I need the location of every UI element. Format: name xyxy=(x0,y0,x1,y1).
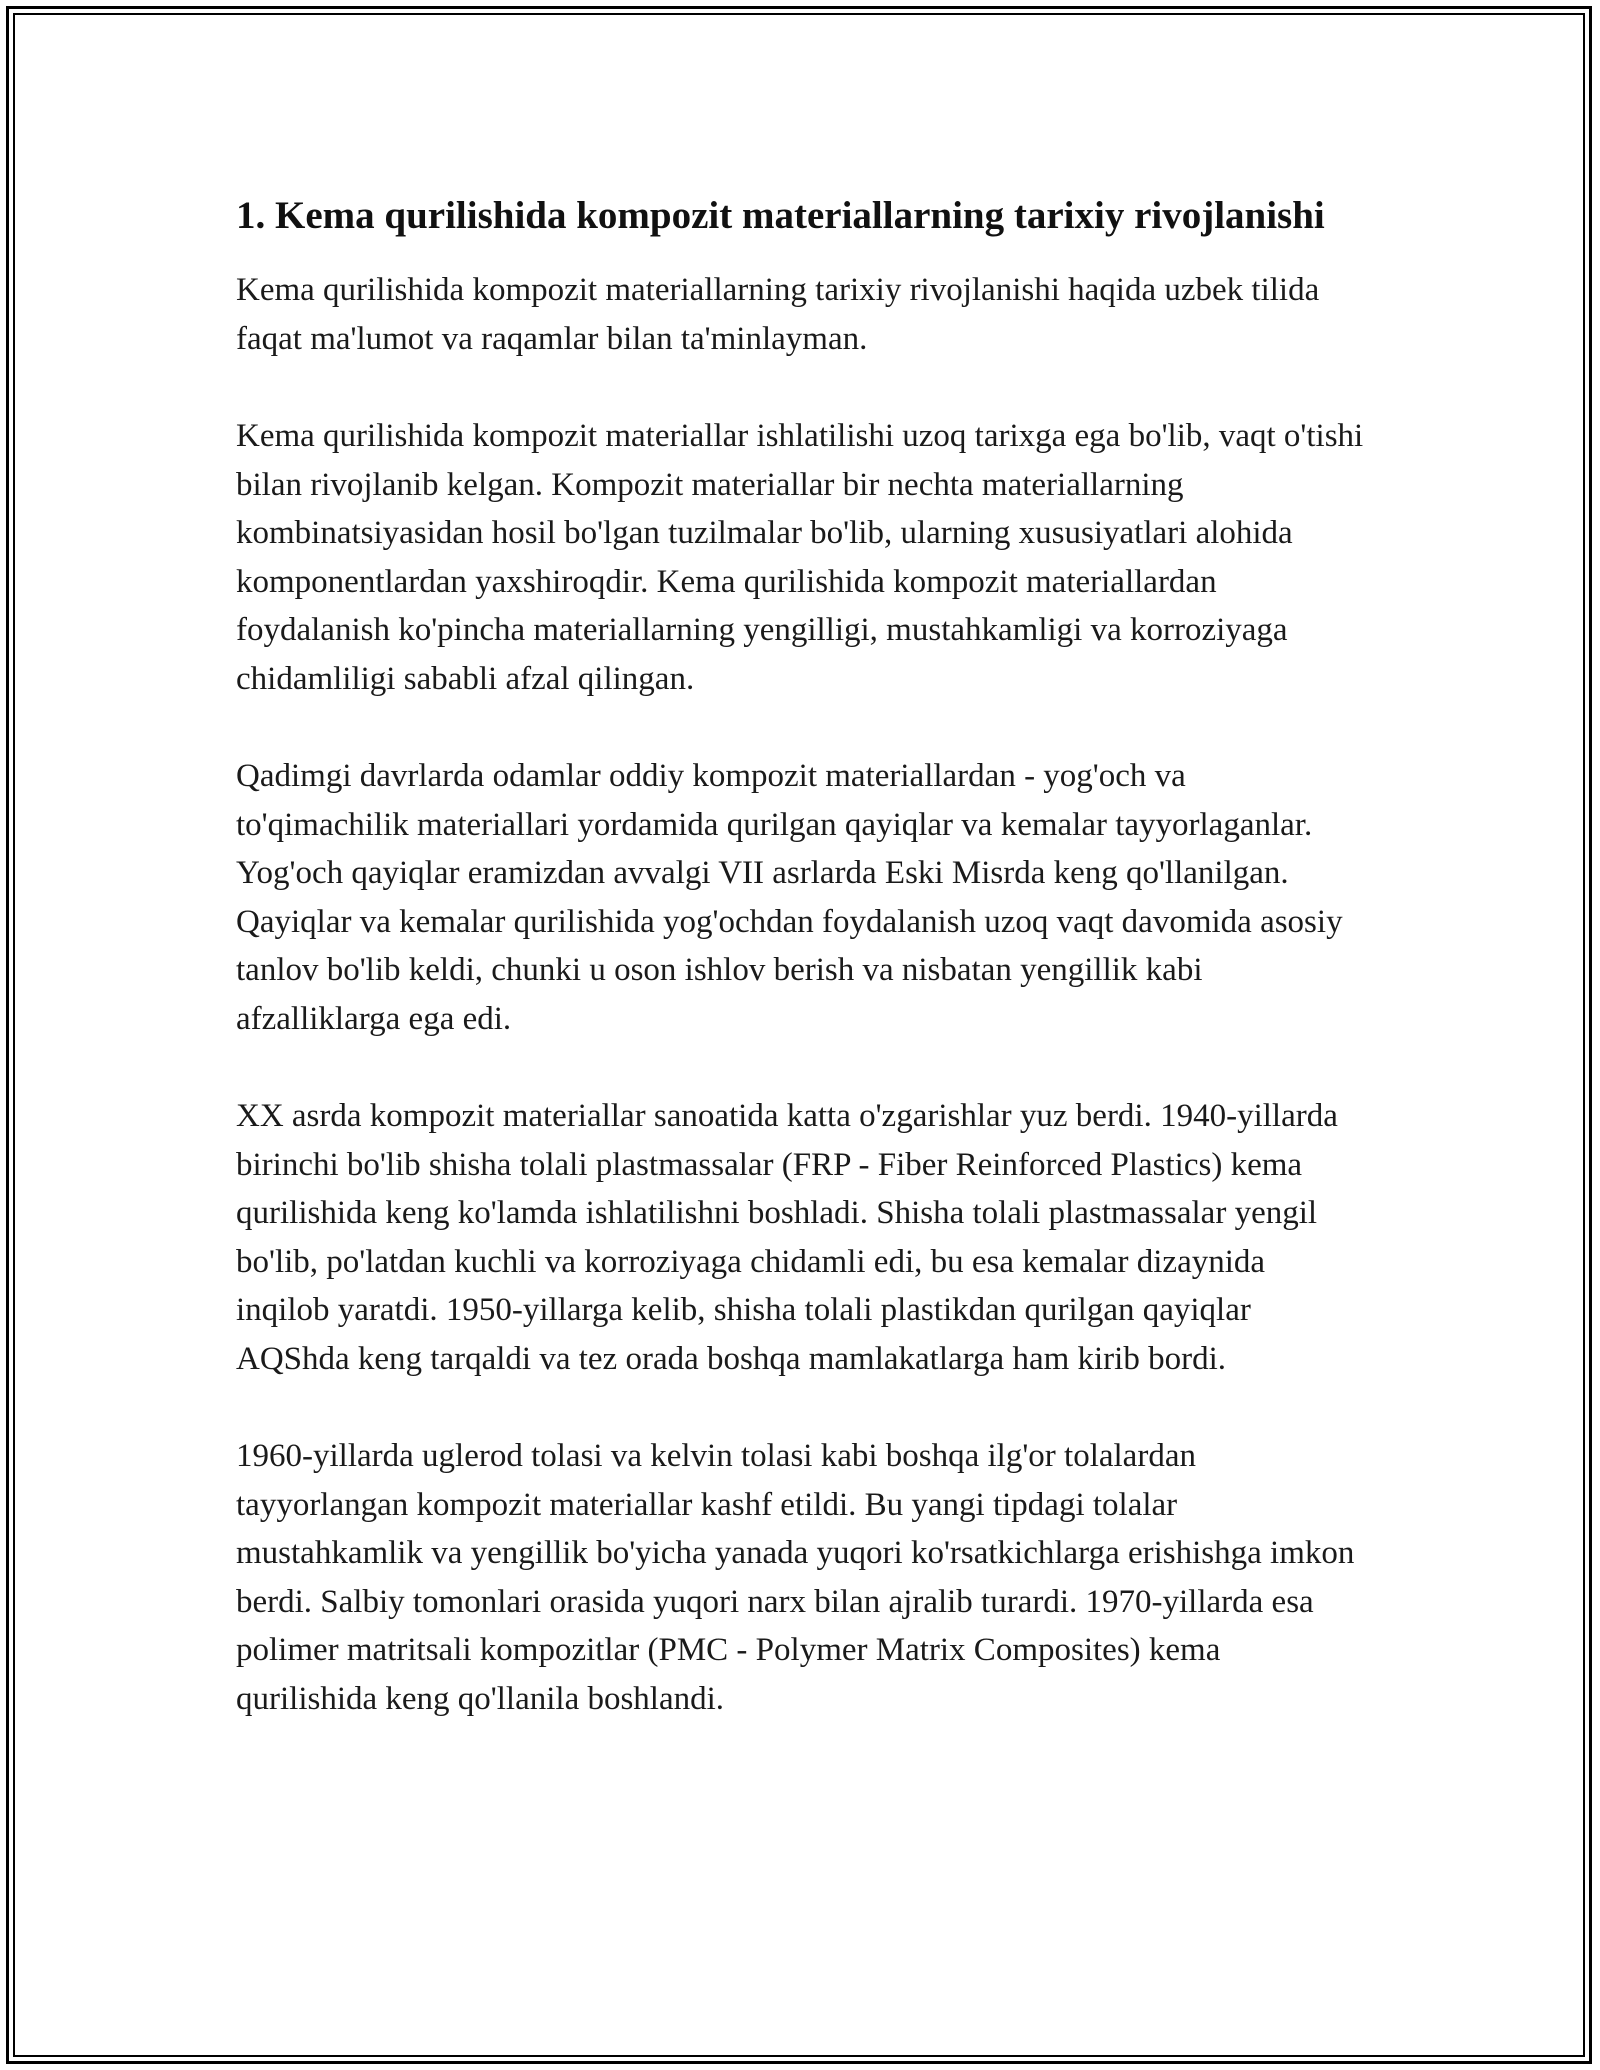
paragraph-20th-century: XX asrda kompozit materiallar sanoatida katta o'zgarishlar yuz berdi. 1940-yillarda birinchi bo'lib shisha tolali plastmassalar (FRP - Fiber Reinforced Plastics) kema qurilishida keng ko'lamda ishlatilishni boshladi. Shisha tolali plastmassalar yengil bo'lib, po'latdan kuchli va korroziyaga chidamli edi, bu esa kemalar dizaynida inqilob yaratdi. 1950-yillarga kelib, shisha tolali plastikdan qurilgan qayiqlar AQShda keng tarqaldi va tez orada boshqa mamlakatlarga ham kirib bordi. xyxy=(236,1098,1338,1377)
document-body xyxy=(236,188,1366,1772)
paragraph-definition: Kema qurilishida kompozit materiallar ishlatilishi uzoq tarixga ega bo'lib, vaqt o'tishi bilan rivojlanib kelgan. Kompozit materiallar bir nechta materiallarning kombinatsiyasidan hosil bo'lgan tuzilmalar bo'lib, ularning xususiyatlari alohida komponentlardan yaxshiroqdir. Kema qurilishida kompozit materiallardan foydalanish ko'pincha materiallarning yengilligi, mustahkamligi va korroziyaga chidamliligi sababli afzal qilingan. xyxy=(236,418,1364,697)
paragraph-ancient-history: Qadimgi davrlarda odamlar oddiy kompozit materiallardan - yog'och va to'qimachilik materiallari yordamida qurilgan qayiqlar va kemalar tayyorlaganlar. Yog'och qayiqlar eramizdan avvalgi VII asrlarda Eski Misrda keng qo'llanilgan. Qayiqlar va kemalar qurilishida yog'ochdan foydalanish uzoq vaqt davomida asosiy tanlov bo'lib keldi, chunki u oson ishlov berish va nisbatan yengillik kabi afzalliklarga ega edi. xyxy=(236,758,1343,1037)
section-title: 1. Kema qurilishida kompozit materiallarning tarixiy rivojlanishi xyxy=(236,194,1325,237)
paragraph-1960s: 1960-yillarda uglerod tolasi va kelvin tolasi kabi boshqa ilg'or tolalardan tayyorlangan kompozit materiallar kashf etildi. Bu yangi tipdagi tolalar mustahkamlik va yengillik bo'yicha yanada yuqori ko'rsatkichlarga erishishga imkon berdi. Salbiy tomonlari orasida yuqori narx bilan ajralib turardi. 1970-yillarda esa polimer matritsali kompozitlar (PMC - Polymer Matrix Composites) kema qurilishida keng qo'llanila boshlandi. xyxy=(236,1438,1355,1717)
paragraph-intro: Kema qurilishida kompozit materiallarning tarixiy rivojlanishi haqida uzbek tilida faqat ma'lumot va raqamlar bilan ta'minlayman. xyxy=(236,272,1320,357)
